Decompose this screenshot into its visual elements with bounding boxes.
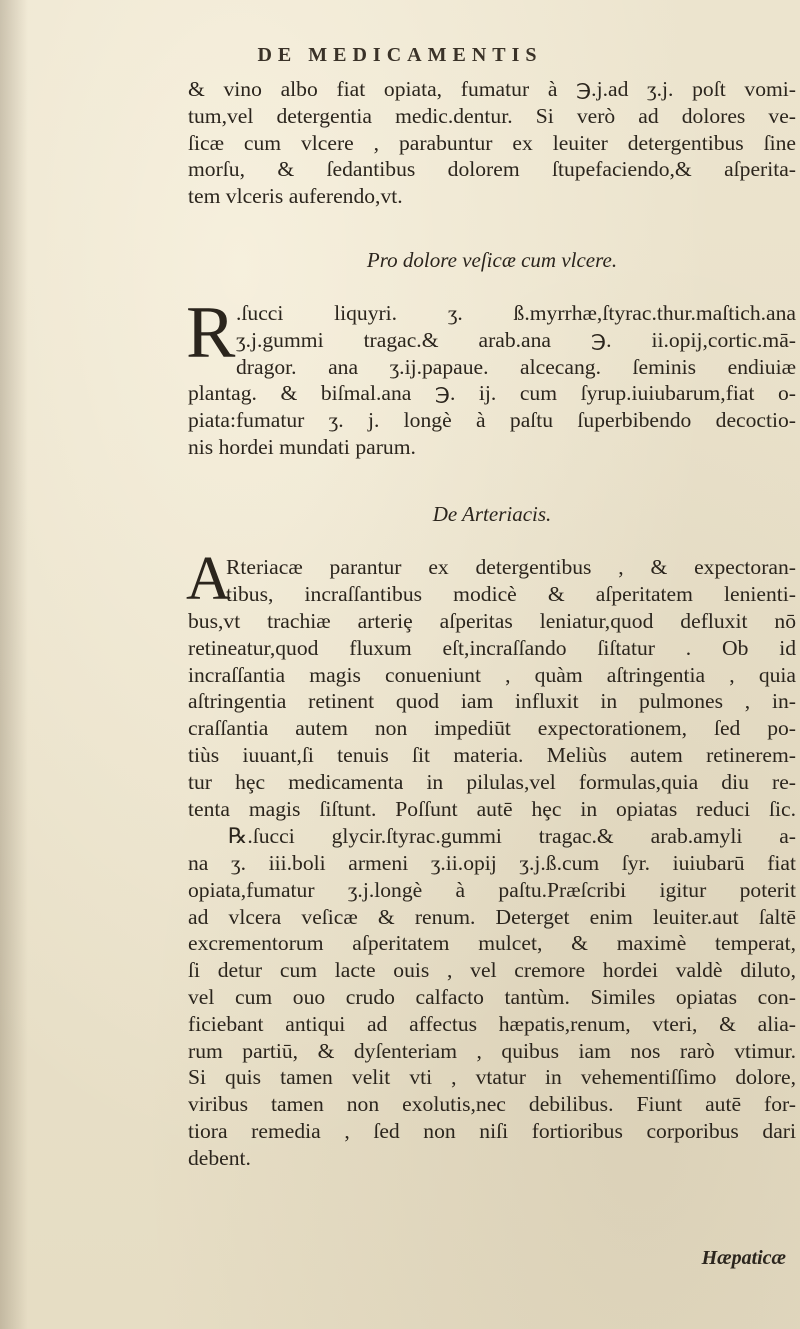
text-line: piata:fumatur ʒ. j. longè à paſtu ſuperbibendo decoctio- <box>188 407 796 432</box>
section-heading-1: Pro dolore veſicæ cum vlcere. <box>366 248 618 272</box>
paragraph-2 <box>188 380 796 460</box>
paragraph-3-indented <box>226 554 796 608</box>
text-line: tem vlceris auferendo,vt. <box>188 184 403 209</box>
text-line: nis hordei mundati parum. <box>188 434 416 459</box>
dropcap-R: R <box>186 292 236 374</box>
text-line: ℞.ſucci glycir.ſtyrac.gummi tragac.& arab.amyli a- <box>228 824 796 848</box>
paragraph-3 <box>188 608 796 822</box>
text-line: & vino albo fiat opiata, fumatur à ℈.j.ad ʒ.j. poſt vomi- <box>188 77 796 101</box>
text-line: tiora remedia , ſed non niſi fortioribus corporibus dari <box>188 1118 796 1143</box>
text-line: Rteriacæ parantur ex detergentibus , & expectoran- <box>226 555 796 579</box>
catchword: Hæpaticæ <box>701 1247 786 1269</box>
paragraph-2-indented <box>236 300 796 380</box>
text-line: craſſantia autem non impediūt expectorationem, ſed po- <box>188 716 796 741</box>
text-line: retineatur,quod fluxum eſt,incraſſando ſiſtatur . Ob id <box>188 635 796 660</box>
text-line: excrementorum aſperitatem mulcet, & maximè temperat, <box>188 931 796 956</box>
text-line: ſi detur cum lacte ouis , vel cremore hordei valdè diluto, <box>188 958 796 983</box>
text-line: debent. <box>188 1145 251 1170</box>
running-head: DE MEDICAMENTIS <box>257 44 543 66</box>
text-line: tum,vel detergentia medic.dentur. Si verò ad dolores ve- <box>188 103 796 128</box>
text-line: tenta magis ſiſtunt. Poſſunt autē hȩc in opiatas reduci ſic. <box>188 796 796 821</box>
text-line: aſtringentia retinent quod iam influxit in pulmones , in- <box>188 689 796 714</box>
text-line: ʒ.j.gummi tragac.& arab.ana ℈. ii.opij,cortic.mā- <box>236 327 796 352</box>
text-line: ſicæ cum vlcere , parabuntur ex leuiter detergentibus ſine <box>188 130 796 155</box>
text-line: tiùs iuuant,ſi tenuis ſit materia. Meliùs autem retinerem- <box>188 742 796 767</box>
text-line: ad vlcera veſicæ & renum. Deterget enim leuiter.aut ſaltē <box>188 904 796 929</box>
dropcap-A: A <box>186 545 231 613</box>
paragraph-1 <box>188 76 796 210</box>
text-line: vel cum ouo crudo calfacto tantùm. Similes opiatas con- <box>188 984 796 1009</box>
text-line: bus,vt trachiæ arteriȩ aſperitas leniatur,quod defluxit nō <box>188 609 796 633</box>
text-line: dragor. ana ʒ.ij.papaue. alcecang. ſeminis endiuiæ <box>236 354 796 379</box>
text-line: viribus tamen non exolutis,nec debilibus. Fiunt autē for- <box>188 1092 796 1117</box>
text-line: opiata,fumatur ʒ.j.longè à paſtu.Præſcribi igitur poterit <box>188 877 796 902</box>
text-line: rum partiū, & dyſenteriam , quibus iam nos rarò vtimur. <box>188 1038 796 1063</box>
text-line: morſu, & ſedantibus dolorem ſtupefaciendo,& aſperita- <box>188 157 796 182</box>
text-line: ficiebant antiqui ad affectus hæpatis,renum, vteri, & alia- <box>188 1011 796 1036</box>
paragraph-3-continued <box>188 850 796 1172</box>
text-line: tur hȩc medicamenta in pilulas,vel formulas,quia diu re- <box>188 769 796 794</box>
section-heading-2: De Arteriacis. <box>432 502 552 526</box>
text-line: incraſſantia magis conueniunt , quàm aſtringentia , quia <box>188 662 796 687</box>
text-line: na ʒ. iii.boli armeni ʒ.ii.opij ʒ.j.ß.cum ſyr. iuiubarū fiat <box>188 851 796 875</box>
text-line: plantag. & biſmal.ana ℈. ij. cum ſyrup.iuiubarum,fiat o- <box>188 381 796 405</box>
gutter-shadow <box>0 0 28 1329</box>
text-line: tibus, incraſſantibus modicè & aſperitatem lenienti- <box>226 581 796 606</box>
text-line: Si quis tamen velit vti , vtatur in vehementiſſimo dolore, <box>188 1065 796 1090</box>
recipe-line <box>228 823 796 850</box>
text-line: .ſucci liquyri. ʒ. ß.myrrhæ,ſtyrac.thur.maſtich.ana <box>236 301 796 325</box>
